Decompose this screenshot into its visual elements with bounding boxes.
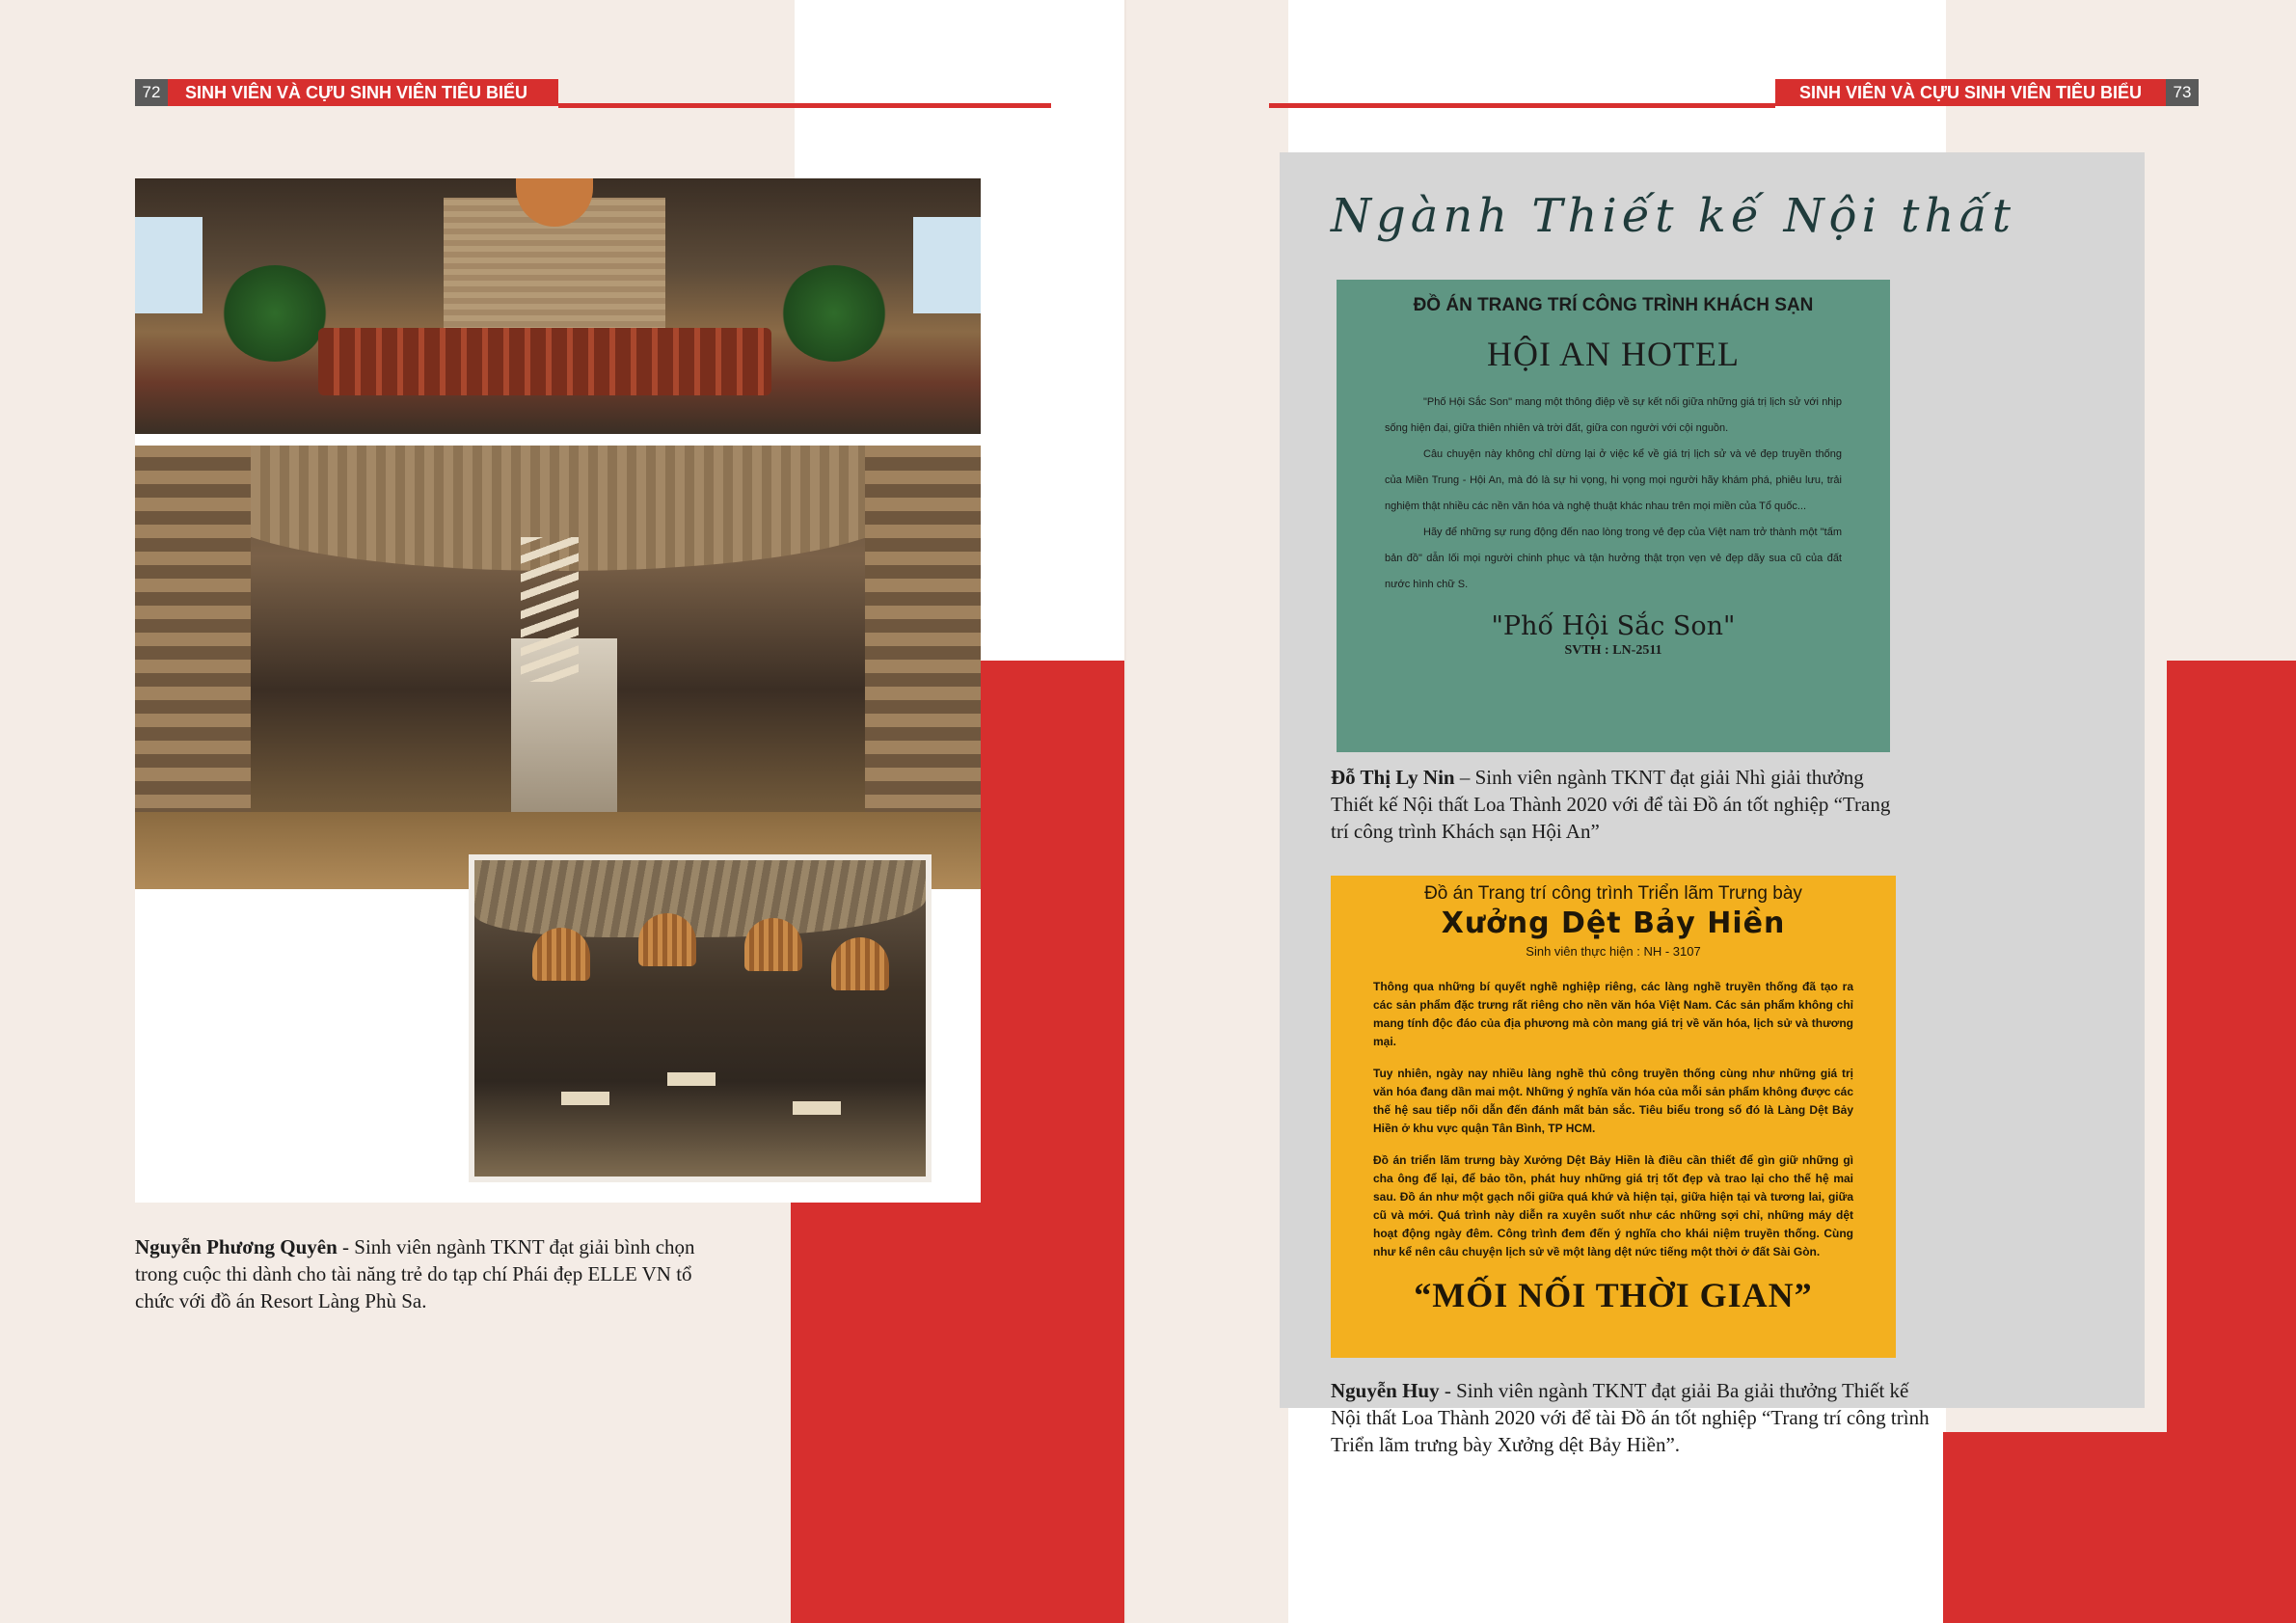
right-caption-2 [1331,1377,1938,1458]
resort-restaurant-photo [469,854,932,1182]
left-caption-text: - Sinh viên ngành TKNT đạt giải bình chọn trong cuộc thi dành cho tài năng trẻ do tạp chí Phái đẹp ELLE VN tổ chức với đồ án Resort Làng Phù Sa. [135,1235,695,1312]
poster1-title: HỘI AN HOTEL [1487,335,1740,373]
right-caption-1 [1331,764,1900,845]
right-header-rule [1269,103,1775,108]
hoi-an-hotel-poster [1337,280,1890,752]
poster1-paragraph: Câu chuyện này không chỉ dừng lại ở việc kể về giá trị lịch sử và vẻ đẹp truyền thống của Miền Trung - Hội An, mà đó là sự hi vọng, hi vọng mọi người hãy khám phá, phiêu lưu, trải nghiệm thật nhiều các nền văn hóa và nghệ thuật khác nhau trên mọi miền của Tổ quốc... [1385,448,1842,512]
poster2-slogan: “MỐI NỐI THỜI GIAN” [1414,1276,1813,1314]
poster2-title: Xưởng Dệt Bảy Hiền [1441,906,1786,940]
left-caption [135,1233,733,1314]
poster1-slogan: "Phố Hội Sắc Son" [1491,611,1736,641]
left-page-number: 72 [135,79,168,106]
poster2-paragraph: Đồ án triển lãm trưng bày Xưởng Dệt Bảy Hiền là điều cần thiết để gìn giữ những gì cha ông để lại, để bảo tồn, phát huy những giá trị tốt đẹp và trao lại cho thế hệ mai sau. Đồ án như một gạch nối giữa quá khứ và hiện tại, giữa hiện tại và tương lai, giữa cũ và mới. Quá trình này diễn ra xuyên suốt như các những sợi chỉ, những máy dệt hoạt động ngày đêm. Công trình đem đến ý nghĩa cho khái niệm truyền thống. Cùng như kể nên câu chuyện lịch sử về một làng dệt nức tiếng một thời ở đất Sài Gòn. [1373,1153,1853,1258]
right-page-bg [1124,0,1126,1623]
left-caption-name: Nguyễn Phương Quyên [135,1235,338,1258]
right-caption-1-text: – Sinh viên ngành TKNT đạt giải Nhì giải thưởng Thiết kế Nội thất Loa Thành 2020 với để tài Đồ án tốt nghiệp “Trang trí công trình Khách sạn Hội An” [1331,766,1891,843]
poster2-body [1373,978,1853,1261]
right-caption-1-name: Đỗ Thị Ly Nin [1331,766,1455,789]
right-caption-2-name: Nguyễn Huy [1331,1379,1440,1402]
right-page-number: 73 [2166,79,2199,106]
xuong-det-bay-hien-poster [1331,876,1896,1358]
section-title: Ngành Thiết kế Nội thất [1331,189,2016,243]
resort-reception-photo [135,178,981,434]
poster1-paragraph: Hãy để những sự rung động đến nao lòng trong vẻ đẹp của Việt nam trở thành một "tấm bản đồ" dẫn lối mọi người chinh phục và tận hưởng thật trọn vẹn vẻ đẹp dãy sua cũ của đất nước hình chữ S. [1385,527,1842,590]
poster1-paragraph: "Phố Hội Sắc Son" mang một thông điệp về sự kết nối giữa những giá trị lịch sử với nhịp sống hiện đại, giữa thiên nhiên và trời đất, giữa con người với cội nguồn. [1385,396,1842,434]
right-header-title: SINH VIÊN VÀ CỰU SINH VIÊN TIÊU BIỂU [1775,79,2166,106]
poster1-body [1385,390,1842,598]
poster2-sub: Sinh viên thực hiện : NH - 3107 [1526,944,1701,959]
left-header-rule [558,103,1051,108]
resort-lobby-photo [135,446,981,889]
left-header-title: SINH VIÊN VÀ CỰU SINH VIÊN TIÊU BIỂU [168,79,558,106]
right-red-block-bottom [1943,1432,2296,1623]
poster1-svth: SVTH : LN-2511 [1564,643,1662,658]
poster2-top: Đồ án Trang trí công trình Triển lãm Trưng bày [1424,883,1802,904]
poster2-paragraph: Thông qua những bí quyết nghề nghiệp riêng, các làng nghề truyền thống đã tạo ra các sản phẩm đặc trưng rất riêng cho nền văn hóa Việt Nam. Các sản phẩm không chỉ mang tính độc đáo của địa phương mà còn mang giá trị về văn hóa, lịch sử và thương mại. [1373,980,1853,1048]
poster2-paragraph: Tuy nhiên, ngày nay nhiều làng nghề thủ công truyền thống cùng như những giá trị văn hóa đang dần mai một. Những ý nghĩa văn hóa của mỗi sản phẩm không được các thế hệ sau tiếp nối dẫn đến đánh mất bản sắc. Tiêu biểu trong số đó là Làng Dệt Bảy Hiền ở khu vực quận Tân Bình, TP HCM. [1373,1067,1853,1135]
left-red-block-bottom [791,1196,1124,1623]
right-caption-2-text: - Sinh viên ngành TKNT đạt giải Ba giải thưởng Thiết kế Nội thất Loa Thành 2020 với để tài Đồ án tốt nghiệp “Trang trí công trình Triển lãm trưng bày Xưởng dệt Bảy Hiền”. [1331,1379,1930,1456]
poster1-top: ĐỒ ÁN TRANG TRÍ CÔNG TRÌNH KHÁCH SẠN [1413,295,1814,315]
